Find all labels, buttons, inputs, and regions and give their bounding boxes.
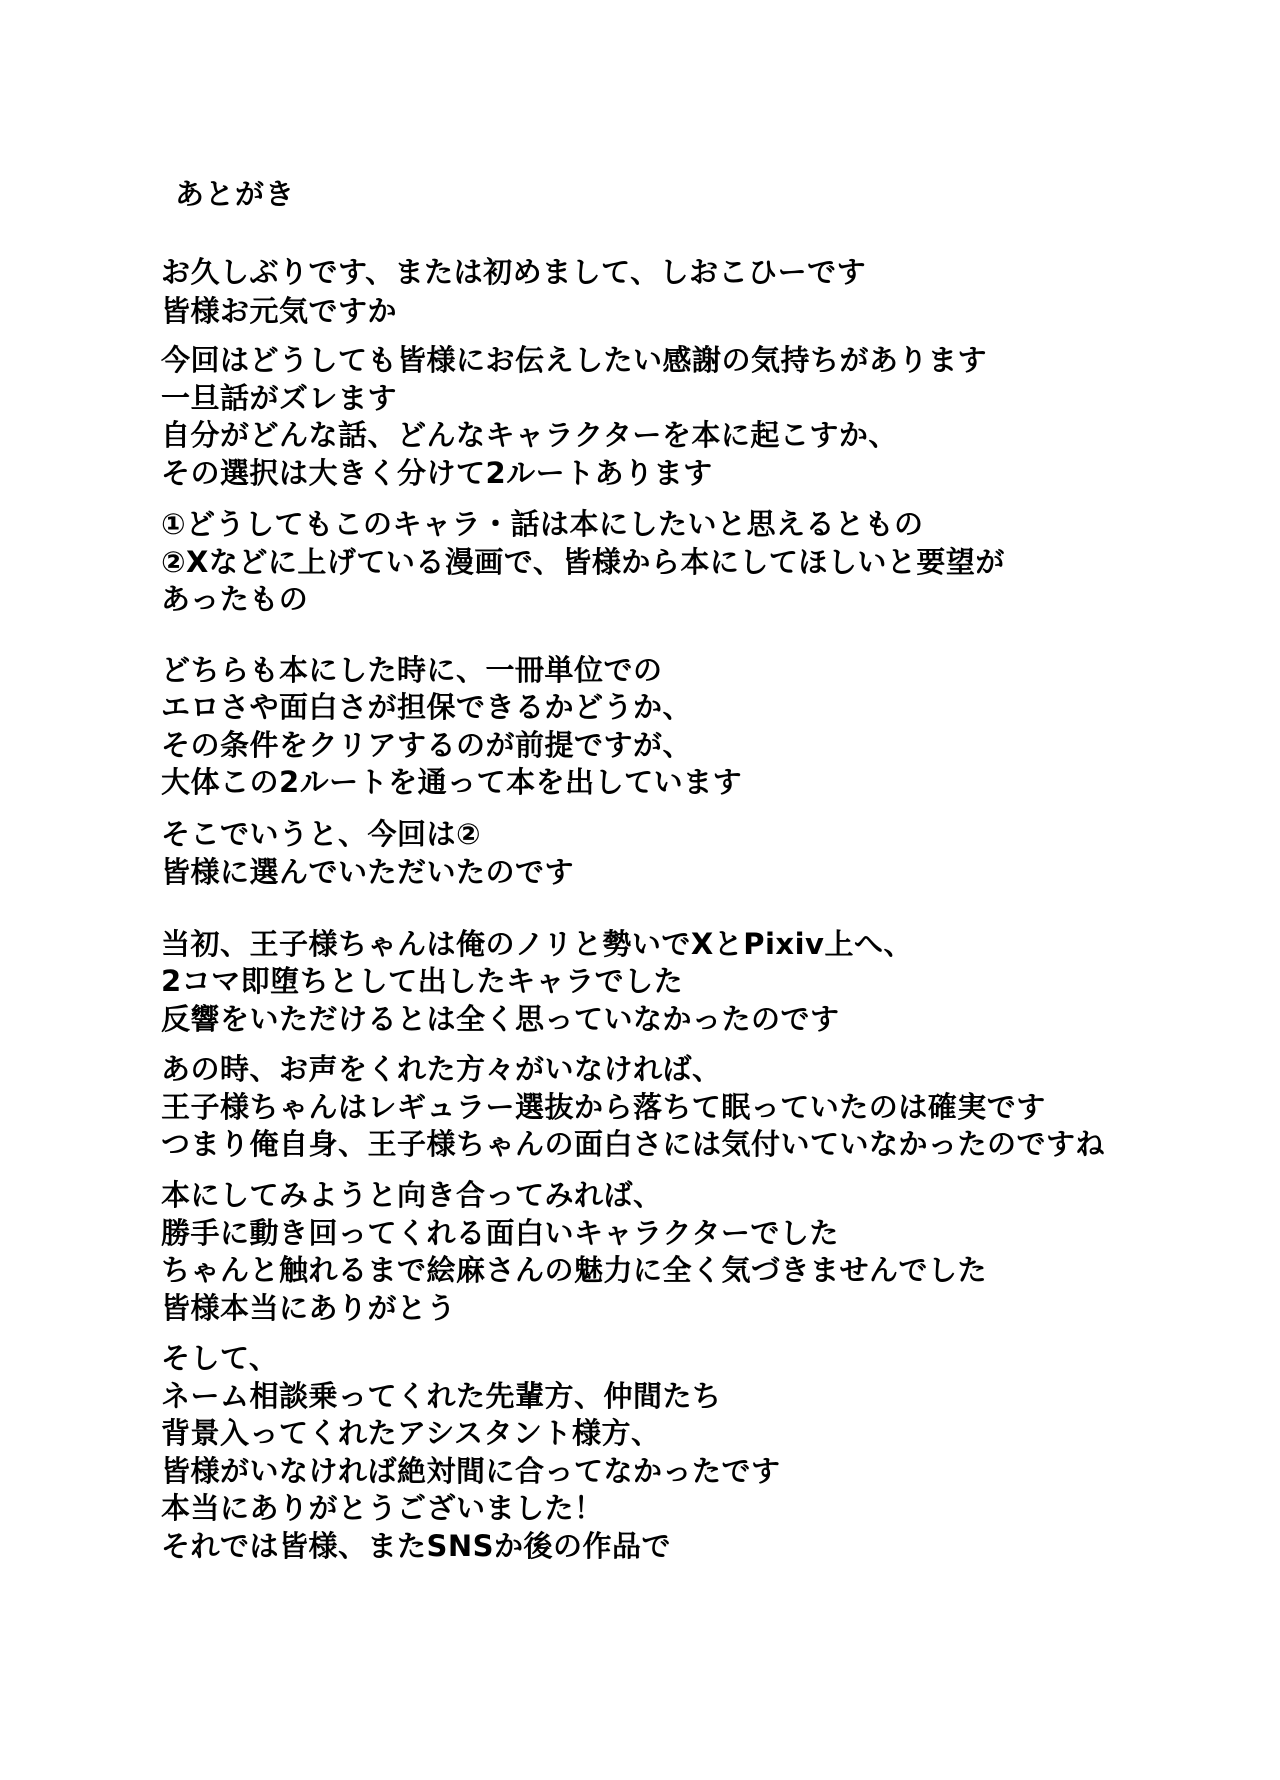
- text-line: そして、: [161, 1341, 279, 1375]
- text-line: 反響をいただけるとは全く思っていなかったのです: [161, 1002, 840, 1036]
- text-line: ネーム相談乗ってくれた先輩方、仲間たち: [161, 1379, 722, 1413]
- text-line: 今回はどうしても皆様にお伝えしたい感謝の気持ちがあります: [161, 343, 988, 377]
- text-line: ②Xなどに上げている漫画で、皆様から本にしてほしいと要望が: [161, 545, 1005, 579]
- text-line: 皆様お元気ですか: [161, 294, 398, 328]
- text-line: 本当にありがとうございました！: [161, 1491, 604, 1525]
- text-line: 当初、王子様ちゃんは俺のノリと勢いでXとPixiv上へ、: [161, 927, 913, 961]
- text-line: どちらも本にした時に、一冊単位での: [161, 653, 663, 687]
- text-line: 皆様がいなければ絶対間に合ってなかったです: [161, 1454, 781, 1488]
- text-line: 勝手に動き回ってくれる面白いキャラクターでした: [161, 1216, 839, 1250]
- text-line: お久しぶりです、または初めまして、しおこひーです: [161, 255, 867, 289]
- text-line: つまり俺自身、王子様ちゃんの面白さには気付いていなかったのですね: [161, 1127, 1106, 1161]
- text-line: 背景入ってくれたアシスタント様方、: [161, 1416, 661, 1450]
- text-line: 大体この2ルートを通って本を出しています: [161, 765, 743, 799]
- text-line: そこでいうと、今回は②: [161, 817, 482, 851]
- text-line: 皆様に選んでいただいたのです: [161, 855, 575, 889]
- text-line: ちゃんと触れるまで絵麻さんの魅力に全く気づきませんでした: [161, 1253, 988, 1287]
- text-line: あの時、お声をくれた方々がいなければ、: [161, 1052, 722, 1086]
- text-line: 本にしてみようと向き合ってみれば、: [161, 1178, 663, 1212]
- text-line: その選択は大きく分けて2ルートあります: [161, 456, 713, 490]
- text-line: あったもの: [161, 582, 309, 616]
- text-line: ①どうしてもこのキャラ・話は本にしたいと思えるともの: [161, 507, 924, 541]
- text-line: それでは皆様、またSNSか後の作品で: [161, 1529, 672, 1563]
- text-line: 2コマ即堕ちとして出したキャラでした: [161, 964, 684, 998]
- text-line: その条件をクリアするのが前提ですが、: [161, 728, 693, 762]
- text-line: 王子様ちゃんはレギュラー選抜から落ちて眠っていたのは確実です: [161, 1090, 1046, 1124]
- text-line: 自分がどんな話、どんなキャラクターを本に起こすか、: [161, 418, 898, 452]
- page-title: あとがき: [175, 177, 296, 211]
- text-line: 一旦話がズレます: [161, 381, 398, 415]
- text-line: エロさや面白さが担保できるかどうか、: [161, 690, 693, 724]
- text-line: 皆様本当にありがとう: [161, 1291, 457, 1325]
